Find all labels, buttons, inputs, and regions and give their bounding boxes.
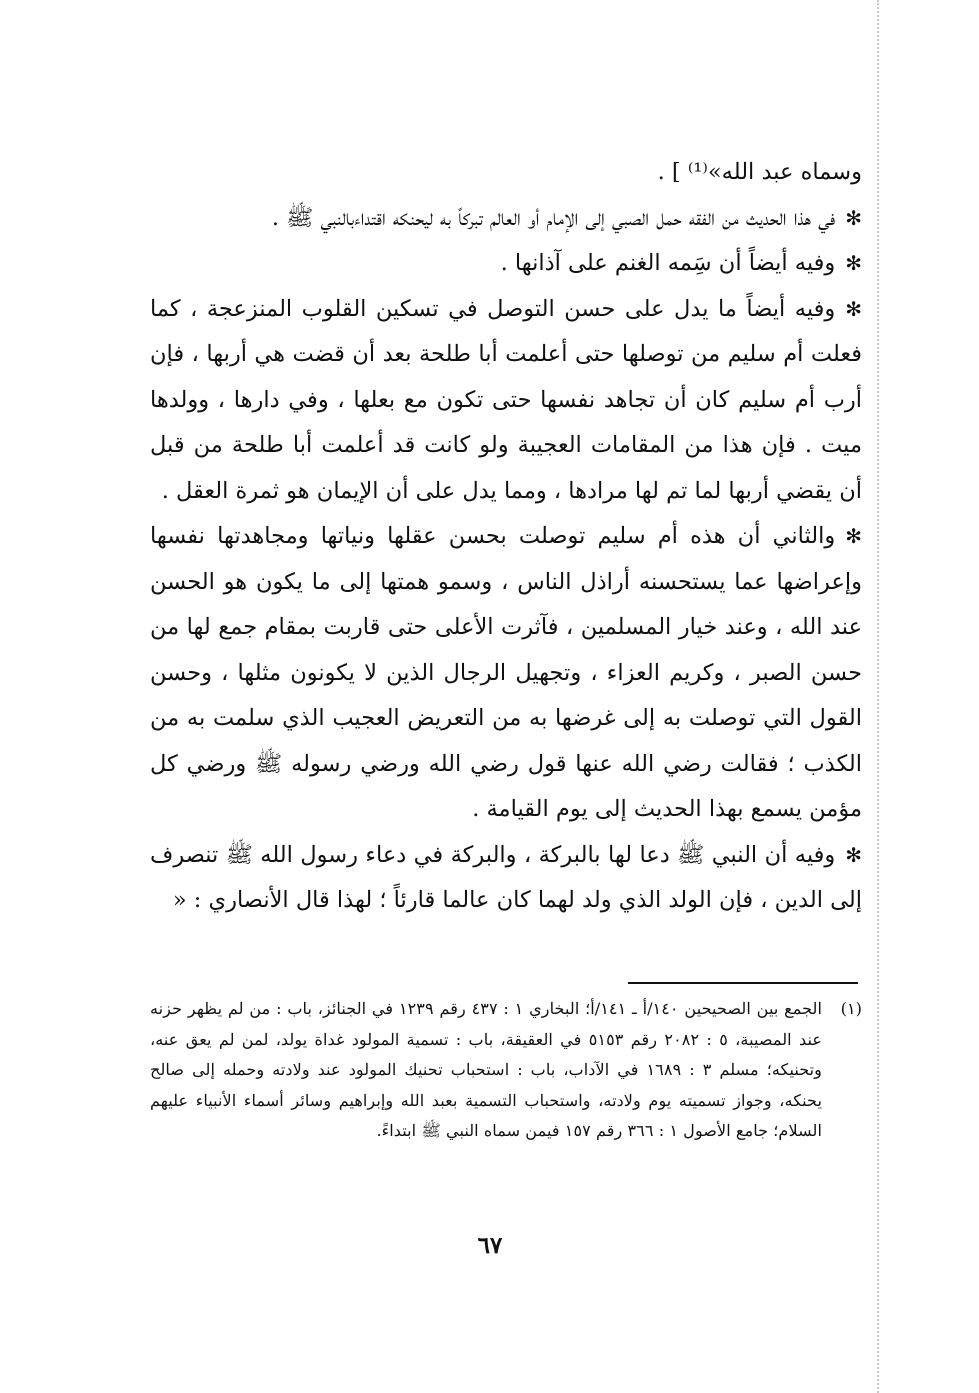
footnote: [150, 994, 862, 1147]
paragraph: [150, 150, 862, 196]
paragraph: [150, 833, 862, 924]
footnote-text: الجمع بين الصحيحين ١٤٠/أ ـ ١٤١/أ؛ البخاري ١ : ٤٣٧ رقم ١٢٣٩ في الجنائز، باب : من لم يظهر حزنه عند المصيبة، ٥ : ٢٠٨٢ رقم ٥١٥٣ في العقيقة، باب : تسمية المولود غداة يولد، لمن لم يعق عنه، وتحنيكه؛ مسلم ٣ : ١٦٨٩ في الآداب، باب : استحباب تحنيك المولود عند ولادته وحمله إلى صالح يحنكه، وجواز تسميته يوم ولادته، واستحباب التسمية بعبد الله وإبراهيم وسائر أسماء الأنبياء عليهم السلام؛ جامع الأصول ١ : ٣٦٦ رقم ١٥٧ فيمن سماه النبي ﷺ ابتداءً.: [150, 999, 822, 1140]
paragraph: [150, 514, 862, 833]
paragraph-text: وفيه أن النبي ﷺ دعا لها بالبركة ، والبركة في دعاء رسول الله ﷺ تنصرف إلى الدين ، فإن الولد الذي ولد لهما كان عالما قارئاً ؛ لهذا قال الأنصاري : «: [150, 841, 862, 913]
paragraph-text: والثاني أن هذه أم سليم توصلت بحسن عقلها ونياتها ومجاهدتها نفسها وإعراضها عما يستحسنه أراذل الناس ، وسمو همتها إلى ما يكون هو الحسن عند الله ، وعند خيار المسلمين ، فآثرت الأعلى حتى قاربت بمقام جمع لها من حسن الصبر ، وكريم العزاء ، وتجهيل الرجال الذين لا يكونون مثلها ، وحسن القول التي توصلت به إلى غرضها به من التعريض العجيب الذي سلمت به من الكذب ؛ فقالت رضي الله عنها قول رضي الله ورضي رسوله ﷺ ورضي كل مؤمن يسمع بهذا الحديث إلى يوم القيامة .: [150, 523, 862, 822]
paragraph-text: وسماه عبد الله»⁽¹⁾ ] .: [657, 159, 862, 185]
paragraph: [150, 287, 862, 515]
paragraph: [150, 196, 862, 242]
asterisk-icon: ✻: [845, 296, 862, 321]
scan-edge-dots: [877, 0, 879, 1393]
asterisk-icon: ✻: [845, 524, 862, 548]
asterisk-icon: ✻: [845, 251, 862, 275]
paragraph-text: وفيه أيضاً ما يدل على حسن التوصل في تسكين القلوب المنزعجة ، كما فعلت أم سليم من توصلها حتى أعلمت أبا طلحة بعد أن قضت هي أربها ، فإن أرب أم سليم كان أن تجاهد نفسها حتى تكون مع بعلها ، وفي دارها ، وولدها ميت . فإن هذا من المقامات العجيبة ولو كانت قد أعلمت أبا طلحة من قبل أن يقضي أربها لما تم لها مرادها ، ومما يدل على أن الإيمان هو ثمرة العقل .: [150, 295, 862, 504]
page-number: ٦٧: [477, 1232, 503, 1259]
footnote-number: (١): [840, 999, 862, 1018]
footnotes: [150, 994, 862, 1147]
asterisk-icon: ✻: [845, 205, 862, 230]
asterisk-icon: ✻: [845, 842, 862, 867]
paragraph-text: وفيه أيضاً أن سَِمه الغنم على آذانها .: [500, 250, 836, 276]
footnote-separator: [628, 982, 858, 984]
paragraph: [150, 241, 862, 287]
main-text: [150, 150, 862, 924]
paragraph-text: في هذا الحديث من الفقه حمل الصبي إلى الإمام أو العالم تبركاً به ليحنكه اقتداءبالنبي ﷺ .: [271, 204, 836, 231]
